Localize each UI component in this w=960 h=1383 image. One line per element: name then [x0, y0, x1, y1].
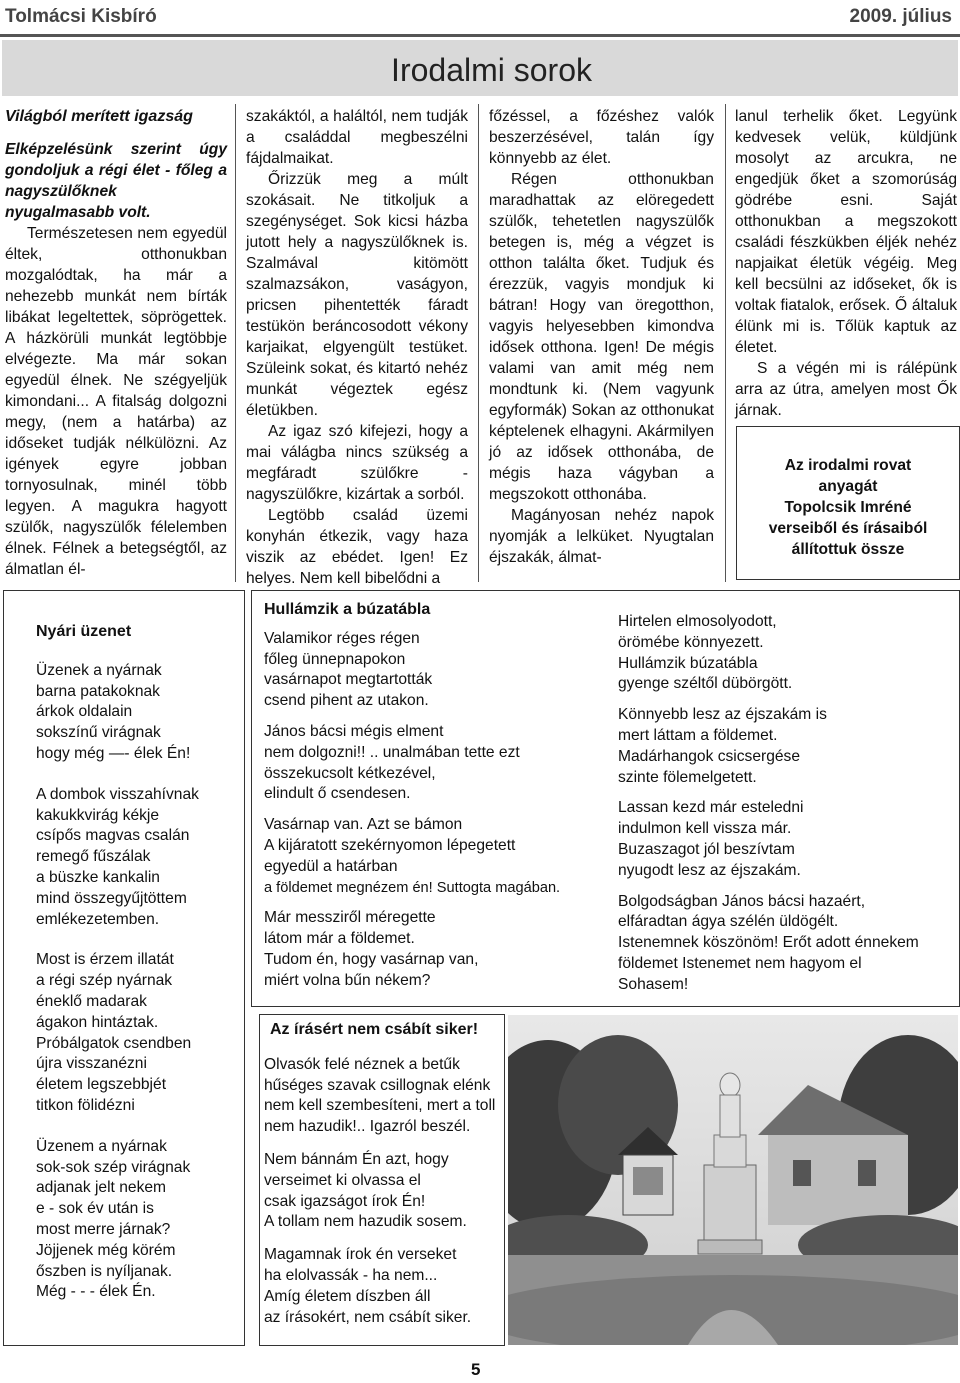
poem-line: A kijáratott szekérnyomon lépegetett: [264, 836, 516, 854]
poem-stanza: [264, 629, 604, 712]
section-title: Irodalmi sorok: [391, 52, 592, 88]
article-paragraph: szakáktól, a haláltól, nem tudják a családdal megbeszélni fájdalmaikat.: [246, 108, 468, 167]
poem-stanza: [36, 785, 236, 931]
article-column-3: [489, 106, 714, 568]
article-column-2: [246, 106, 468, 589]
poem-line: Amíg életem díszben áll: [264, 1287, 431, 1305]
poem-line: verseimet ki olvassa el: [264, 1171, 421, 1189]
poem-line: Próbálgatok csendben: [36, 1034, 192, 1052]
poem-line: Magamnak írok én verseket: [264, 1246, 457, 1264]
poem-line: A dombok visszahívnak: [36, 785, 199, 803]
poem-line: sok-sok szép virágnak: [36, 1158, 191, 1176]
poem-line: Könnyebb lesz az éjszakám is: [618, 706, 827, 724]
poem-line: Hullámzik búzatábla: [618, 654, 758, 672]
poem-line: Istenemnek köszönöm! Erőt adott énnekem: [618, 934, 919, 952]
article-paragraph: Őrizzük meg a múlt szokásait. Ne titkoljuk a szegénységet. Sok kicsi házba jutott hely a nagyszülőknek is. Szalmával kitömött szalmazsákon, vaságyon, pricsen pihentették fáradt testükön beráncosodott vékony karjaikat, elgyengült testüket. Szüleink sokat, és kitartó nehéz munkát végeztek egész életükben.: [246, 171, 468, 419]
poem-line: összekucsolt kétkezével,: [264, 764, 436, 782]
poem-line: most merre járnak?: [36, 1220, 171, 1238]
poem-line: ha elolvassák - ha nem...: [264, 1266, 438, 1284]
poem-line: a büszke kankalin: [36, 868, 160, 886]
article-column-1: [5, 106, 227, 580]
poem-line: a földemet megnézem én! Suttogta magában.: [264, 879, 561, 896]
poem-line: kakukkvirág kékje: [36, 806, 160, 824]
poem-line: ágakon hintáztak.: [36, 1013, 159, 1031]
poem-line: az írásokért, nem csábít siker.: [264, 1308, 472, 1326]
poem-line: Vasárnap van. Azt se bámon: [264, 816, 463, 834]
poem-line: Most is érzem illatát: [36, 951, 174, 969]
poem-nyari-uzenet: [36, 622, 236, 1323]
poem-line: örömébe könnyezett.: [618, 633, 764, 651]
poem-stanza: [264, 1150, 500, 1233]
poem-line: őszben is nyíljanak.: [36, 1262, 173, 1280]
poem-line: hogy még —- élek Én!: [36, 744, 191, 762]
poem-line: vasárnapot megtartották: [264, 671, 433, 689]
page-number: 5: [471, 1360, 481, 1379]
poem-line: sokszínű virágnak: [36, 724, 161, 742]
poem-line: e - sok év után is: [36, 1200, 154, 1218]
poem-title: Hullámzik a búzatábla: [264, 601, 431, 618]
poem-title: Az írásért nem csábít siker!: [270, 1021, 479, 1038]
poem-line: mert láttam a földemet.: [618, 726, 778, 744]
poem-stanza: [264, 722, 604, 805]
credit-line: Topolcsik Imréné: [784, 499, 912, 516]
poem-stanza: [36, 1137, 236, 1303]
poem-line: Sohasem!: [618, 975, 689, 993]
newsletter-name: Tolmácsi Kisbíró: [5, 6, 157, 27]
poem-line: szinte fölemelgetett.: [618, 768, 757, 786]
poem-line: csípős magvas csalán: [36, 827, 190, 845]
poem-line: János bácsi mégis elment: [264, 722, 444, 740]
poem-line: a régi szép nyárnak: [36, 972, 173, 990]
poem-irasert: [264, 1020, 500, 1348]
poem-title: Nyári üzenet: [36, 623, 132, 640]
poem-line: életem legszebbjét: [36, 1076, 167, 1094]
poem-line: hűséges szavak csillognak elénk: [264, 1076, 491, 1094]
column-divider: [235, 104, 236, 582]
poem-stanza: [618, 798, 954, 881]
poem-line: Még - - - élek Én.: [36, 1283, 156, 1301]
poem-line: elfáradtan ágya szélén üldögélt.: [618, 913, 839, 931]
article-subtitle: Világból merített igazság: [5, 108, 193, 125]
poem-line: Valamikor réges régen: [264, 629, 420, 647]
credit-line: verseiből és írásaiból: [768, 520, 928, 537]
poem-stanza: [618, 705, 954, 788]
article-paragraph: Régen otthonukban maradhattak az elöregedett szülők, tehetetlen nagyszülők betegen is, még a végzet is otthon találta őket. Tudjuk és érezzük, vagyis mondjuk ki bátran! Hogy van öregotthon, vagyis helyesebben kimondva idősek otthona. Igen! De mégis valami van amit még nem mondtunk ki. (Nem vagyunk egyformák) Sokan az otthonukat képtelenek elhagyni. Akármilyen jó az idősek otthonába, de mégis haza vágyban a megszokott otthonába.: [489, 171, 714, 503]
poem-line: miért volna bűn nékem?: [264, 971, 431, 989]
article-paragraph: Természetesen nem egyedül éltek, otthonukban mozgalódtak, ha már a nehezebb munkát nem bírták libákat legeltettek, söprögettek. A házkörüli munkát legtöbbje elvégezte. Ma már sokan egyedül élnek. Ne szégyeljük kimondani... A fitalság dolgozni megy, (nem a határba) az időseket tudják nélkülözni. Az igények egyre jobban tornyosulnak, minél több legyen. A magukra hagyott szülők, nagyszülők félelemben élnek. Félnek a betegségtől, az álmatlan él-: [5, 225, 227, 578]
article-paragraph: Legtöbb család üzemi konyhán étkezik, vagy haza viszik az ebédet. Igen! Ez helyes. Nem kell bibelődni a: [246, 507, 468, 587]
poem-line: látom már a földemet.: [264, 930, 415, 948]
poem-line: nyugodt lesz az éjszakám.: [618, 861, 801, 879]
poem-stanza: [264, 815, 604, 898]
poem-line: Tudom én, hogy vasárnap van,: [264, 950, 479, 968]
poem-stanza: [264, 908, 604, 991]
credit-line: Az irodalmi rovat: [784, 457, 912, 474]
poem-line: barna patakoknak: [36, 682, 160, 700]
poem-line: A tollam nem hazudik sosem.: [264, 1213, 467, 1231]
article-paragraph: Magányosan nehéz napok nyomják a lelküket. Nyugtalan éjszakák, álmat-: [489, 507, 714, 566]
poem-line: Már messziről méregette: [264, 909, 436, 927]
article-paragraph: főzéssel, a főzéshez valók beszerzésével, talán így könnyebb az élet.: [489, 108, 714, 167]
poem-hullamzik: [264, 600, 604, 1012]
poem-stanza: [264, 1245, 500, 1328]
poem-line: indulmon kell vissza már.: [618, 820, 792, 838]
poem-stanza: [36, 661, 236, 765]
poem-line: árkok oldalain: [36, 703, 133, 721]
poem-line: nem dolgozni!! .. unalmában tette ezt: [264, 743, 520, 761]
poem-line: elindult ő csendesen.: [264, 785, 411, 803]
poem-line: Hirtelen elmosolyodott,: [618, 613, 777, 630]
poem-line: Üzenem a nyárnak: [36, 1137, 167, 1155]
poem-line: Olvasók felé néznek a betűk: [264, 1055, 460, 1073]
credit-box: [736, 426, 960, 580]
poem-hullamzik-continued: [618, 612, 954, 1016]
poem-line: titkon fölidézni: [36, 1096, 135, 1114]
poem-stanza: [618, 892, 954, 996]
poem-line: Nem bánnám Én azt, hogy: [264, 1150, 449, 1168]
village-monument-photo: [508, 1015, 958, 1345]
page-header: [0, 0, 960, 37]
article-paragraph: lanul terhelik őket. Legyünk kedvesek velük, küldjünk mosolyt az arcukra, ne engedjük őket a szomorúság gödrébe esni. Saját otthonukban a megszokott családi fészkükben éljék nehéz napjaikat életük végéig. Meg kell becsülni az időseket, ők is voltak fiatalok, erősek. Ő általuk élünk mi is. Tőlük kaptuk az életet.: [735, 108, 957, 356]
article-column-4: [735, 106, 957, 421]
poem-line: emlékezetemben.: [36, 910, 160, 928]
article-paragraph: S a végén mi is rálépünk arra az útra, amelyen most Ők járnak.: [735, 360, 957, 419]
credit-line: anyagát: [818, 478, 878, 495]
credit-line: állítottuk össze: [791, 541, 905, 558]
issue-date: 2009. július: [849, 6, 952, 27]
poem-line: nem hazudik!.. Igazról beszél.: [264, 1118, 471, 1136]
poem-line: főleg ünnepnapokon: [264, 650, 406, 668]
poem-stanza: [618, 612, 954, 695]
poem-line: éneklő madarak: [36, 992, 147, 1010]
poem-line: adjanak jelt nekem: [36, 1179, 167, 1197]
poem-line: egyedül a határban: [264, 857, 398, 875]
article-lead: Elképzelésünk szerint úgy gondoljuk a régi élet - főleg a nagyszülőknek nyugalmasabb volt.: [5, 141, 227, 221]
poem-line: újra visszanézni: [36, 1055, 147, 1073]
poem-line: gyenge széltől dübörgött.: [618, 675, 793, 693]
poem-line: Buzaszagot jól beszívtam: [618, 840, 795, 858]
poem-line: Lassan kezd már esteledni: [618, 799, 804, 817]
column-divider: [478, 104, 479, 582]
poem-line: Jöjjenek még körém: [36, 1241, 176, 1259]
poem-line: Üzenek a nyárnak: [36, 661, 162, 679]
column-divider: [725, 104, 726, 582]
poem-line: csend pihent az utakon.: [264, 692, 429, 710]
poem-line: mind összegyűjtöttem: [36, 889, 187, 907]
poem-line: Madárhangok csicsergése: [618, 747, 801, 765]
poem-line: Bolgodságban János bácsi hazaért,: [618, 892, 866, 910]
poem-line: remegő fűszálak: [36, 848, 151, 866]
poem-stanza: [264, 1055, 500, 1138]
poem-stanza: [36, 950, 236, 1116]
poem-line: nem kell szembesíteni, mert a toll: [264, 1097, 496, 1115]
poem-line: csak igazságot írok Én!: [264, 1192, 426, 1210]
poem-line: földemet Istenemet nem hagyom el: [618, 954, 862, 972]
article-paragraph: Az igaz szó kifejezi, hogy a mai válágba nincs szükség a megfáradt szülőkre - nagyszülőkre, kizártak a sorból.: [246, 423, 468, 503]
